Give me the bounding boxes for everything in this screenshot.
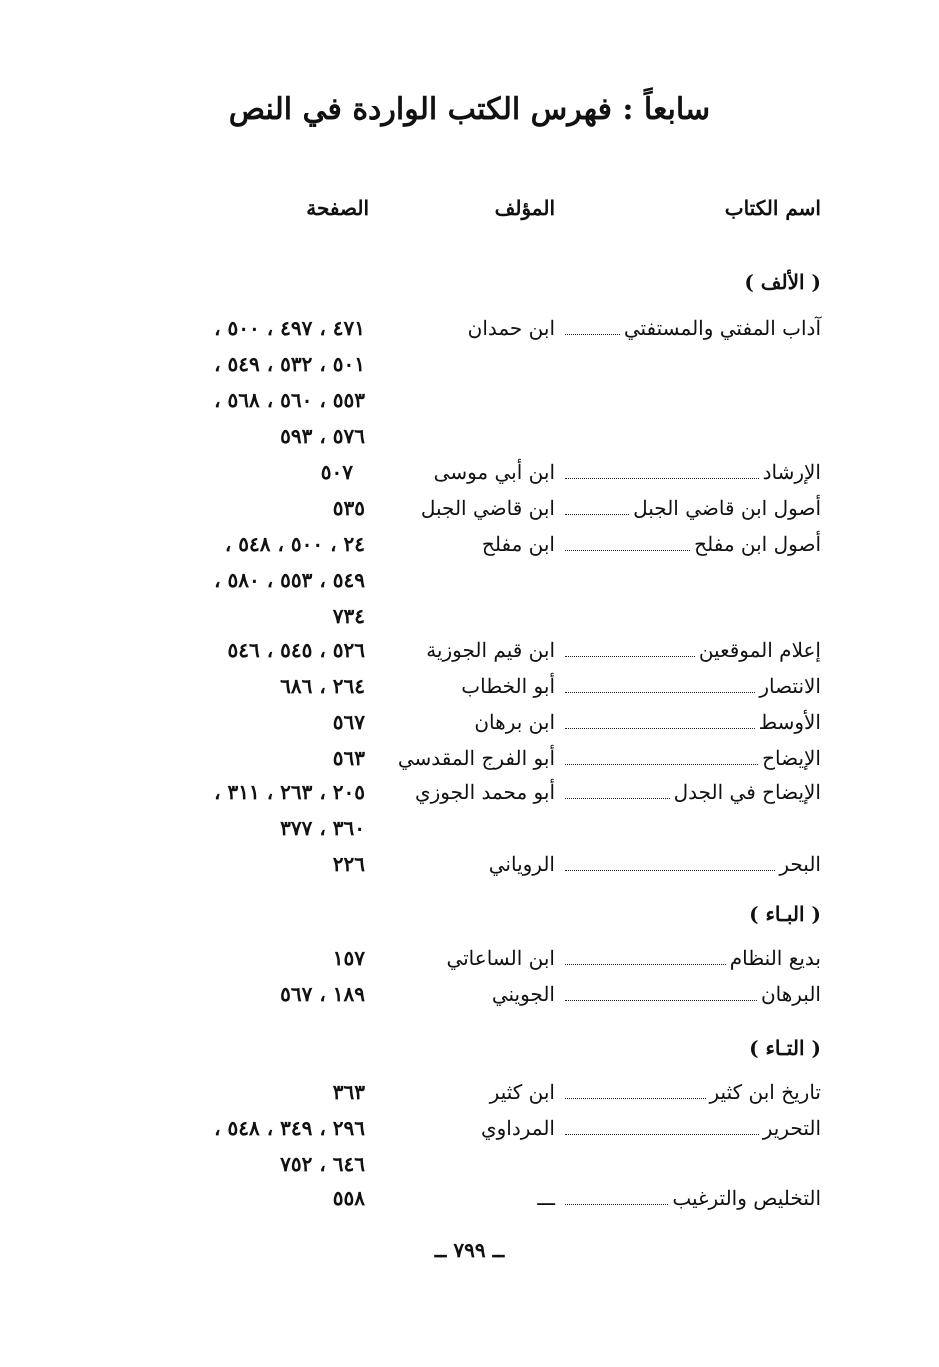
book-title-text: أصول ابن مفلح [694, 532, 821, 556]
book-title [561, 946, 821, 970]
book-title-text: أصول ابن قاضي الجبل [633, 496, 821, 520]
author-name: الروياني [488, 852, 555, 876]
book-title-text: التحرير [762, 1116, 821, 1140]
page-numbers: ١٥٧ [332, 946, 365, 970]
book-title [561, 746, 821, 770]
page-numbers: ٥٥٨ [332, 1186, 365, 1210]
leader-dots [565, 1186, 668, 1205]
index-entry [0, 460, 939, 496]
column-header-author: المؤلف [494, 196, 555, 220]
book-title-text: الإيضاح [762, 746, 821, 770]
index-entry [0, 1080, 939, 1116]
book-title-text: إعلام الموقعين [698, 638, 821, 662]
author-name: أبو الخطاب [461, 674, 555, 698]
author-name: ابن كثير [489, 1080, 555, 1104]
author-name: ابن الساعاتي [446, 946, 555, 970]
section-ta: ( التـاء ) [749, 1036, 821, 1060]
index-entry [0, 982, 939, 1018]
page-numbers: ٥٦٣ [332, 746, 365, 770]
index-entry [0, 532, 939, 568]
book-title-text: الإيضاح في الجدل [673, 780, 821, 804]
book-title-text: البحر [779, 852, 821, 876]
book-title [561, 460, 821, 484]
page-numbers: ٥٠٧ [320, 460, 353, 484]
author-name: أبو الفرج المقدسي [397, 746, 555, 770]
author-name: ابن حمدان [467, 316, 555, 340]
book-title-text: الإرشاد [762, 460, 821, 484]
index-entry [0, 1116, 939, 1152]
page-numbers: ٥٣٥ [332, 496, 365, 520]
page-numbers: ٢٠٥ ، ٢٦٣ ، ٣١١ ، [214, 780, 365, 804]
leader-dots [565, 946, 726, 965]
page-numbers-continued: ٥٧٦ ، ٥٩٣ [280, 424, 365, 448]
book-title-text: الأوسط [758, 710, 821, 734]
page-numbers: ٤٧١ ، ٤٩٧ ، ٥٠٠ ، [214, 316, 365, 340]
column-header-page: الصفحة [306, 196, 369, 220]
author-name: ابن قيم الجوزية [426, 638, 555, 662]
book-title-text: بديع النظام [729, 946, 821, 970]
book-title [561, 1186, 821, 1210]
book-title [561, 532, 821, 556]
column-header-book: اسم الكتاب [724, 196, 821, 220]
author-name: ابن مفلح [481, 532, 555, 556]
index-entry [0, 710, 939, 746]
book-title [561, 674, 821, 698]
book-title [561, 316, 821, 340]
author-name: المرداوي [480, 1116, 555, 1140]
author-name: ابن أبي موسى [433, 460, 555, 484]
leader-dots [565, 746, 758, 765]
book-title-text: آداب المفتي والمستفتي [623, 316, 821, 340]
index-entry [0, 780, 939, 816]
page-numbers-continued: ٧٣٤ [332, 604, 365, 628]
index-entry [0, 316, 939, 352]
index-entry [0, 946, 939, 982]
page-title: سابعاً : فهرس الكتب الواردة في النص [228, 92, 711, 127]
index-entry [0, 496, 939, 532]
page-numbers: ٥٦٧ [332, 710, 365, 734]
author-name: ابن برهان [474, 710, 555, 734]
book-title [561, 780, 821, 804]
leader-dots [565, 1116, 759, 1135]
book-title-text: تاريخ ابن كثير [709, 1080, 821, 1104]
index-entry [0, 674, 939, 710]
author-name: أبو محمد الجوزي [414, 780, 555, 804]
book-title [561, 496, 821, 520]
book-title [561, 710, 821, 734]
page-numbers: ٥٢٦ ، ٥٤٥ ، ٥٤٦ [227, 638, 365, 662]
leader-dots [565, 710, 755, 729]
leader-dots [565, 1080, 706, 1099]
page-numbers: ٢٦٤ ، ٦٨٦ [280, 674, 365, 698]
book-title [561, 982, 821, 1006]
page-numbers: ٢٩٦ ، ٣٤٩ ، ٥٤٨ ، [214, 1116, 365, 1140]
leader-dots [565, 638, 695, 657]
index-entry [0, 746, 939, 782]
page-number: ــ ٧٩٩ ــ [434, 1238, 505, 1262]
section-ba: ( البـاء ) [749, 902, 821, 926]
index-entry [0, 638, 939, 674]
book-title [561, 638, 821, 662]
index-entry [0, 1186, 939, 1222]
page-numbers: ٢٤ ، ٥٠٠ ، ٥٤٨ ، [224, 532, 365, 556]
page-numbers-continued: ٦٤٦ ، ٧٥٢ [280, 1152, 365, 1176]
page-numbers-continued: ٣٦٠ ، ٣٧٧ [280, 816, 365, 840]
leader-dots [565, 780, 670, 799]
page-numbers: ١٨٩ ، ٥٦٧ [280, 982, 365, 1006]
author-name: ابن قاضي الجبل [420, 496, 555, 520]
book-title-text: الانتصار [759, 674, 821, 698]
book-title [561, 1116, 821, 1140]
index-entry [0, 852, 939, 888]
page-numbers-continued: ٥٥٣ ، ٥٦٠ ، ٥٦٨ ، [214, 388, 365, 412]
author-name: ـــ [537, 1186, 555, 1210]
leader-dots [565, 316, 620, 335]
book-title [561, 852, 821, 876]
book-title-text: البرهان [760, 982, 821, 1006]
leader-dots [565, 496, 629, 515]
leader-dots [565, 852, 775, 871]
author-name: الجويني [491, 982, 555, 1006]
page-numbers-continued: ٥٤٩ ، ٥٥٣ ، ٥٨٠ ، [214, 568, 365, 592]
page-numbers-continued: ٥٠١ ، ٥٣٢ ، ٥٤٩ ، [214, 352, 365, 376]
page-numbers: ٢٢٦ [332, 852, 365, 876]
leader-dots [565, 982, 757, 1001]
section-alif: ( الألف ) [744, 270, 821, 294]
leader-dots [565, 460, 759, 479]
leader-dots [565, 674, 755, 693]
page-numbers: ٣٦٣ [332, 1080, 365, 1104]
book-title-text: التخليص والترغيب [672, 1186, 821, 1210]
book-title [561, 1080, 821, 1104]
leader-dots [565, 532, 690, 551]
